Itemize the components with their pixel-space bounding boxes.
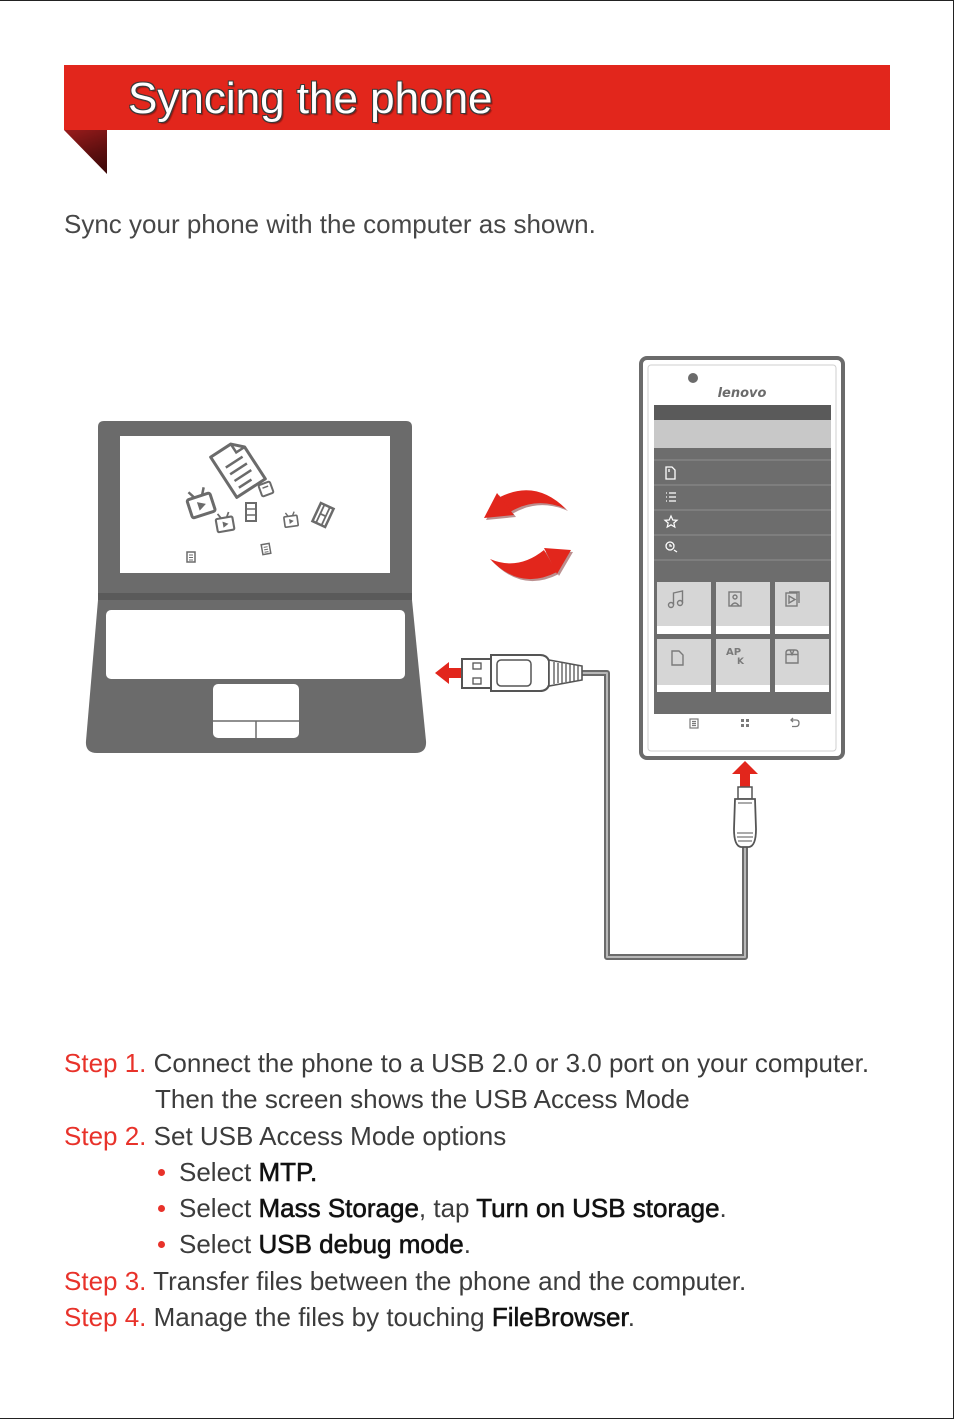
laptop-keyboard (106, 610, 405, 679)
step-1 (64, 1045, 869, 1081)
tile-image (716, 582, 770, 634)
front-camera (688, 373, 698, 383)
small-document-icon (187, 552, 195, 562)
tile-file (657, 639, 711, 692)
step-label: Step 1. (64, 1048, 147, 1078)
film-icon (246, 503, 256, 521)
bullet-item (64, 1190, 869, 1226)
action-turn-on-usb-storage: Turn on USB storage (476, 1193, 720, 1224)
phone-brand-logo: lenovo (717, 386, 767, 401)
step-label: Step 4. (64, 1302, 147, 1333)
step-text: Transfer files between the phone and the computer. (153, 1265, 747, 1296)
bullet-text: Select (179, 1156, 259, 1187)
laptop-illustration (86, 421, 426, 753)
sync-illustration (0, 341, 954, 981)
small-document-icon (261, 543, 271, 554)
phone-illustration (641, 358, 843, 758)
steps-list (64, 1045, 869, 1335)
header-band (654, 420, 831, 448)
app-name-filebrowser: FileBrowser (491, 1302, 628, 1333)
step-3 (64, 1263, 869, 1299)
arrow-to-phone-icon (732, 761, 758, 787)
step-4 (64, 1299, 869, 1335)
bullet-dot (158, 1169, 165, 1176)
step-1-continuation: Then the screen shows the USB Access Mode (155, 1084, 690, 1115)
step-text: Connect the phone to a USB 2.0 or 3.0 port on your computer. (153, 1048, 870, 1078)
laptop-touchpad (213, 684, 299, 738)
bullet-item (64, 1226, 869, 1262)
bullet-text: Select (179, 1229, 259, 1260)
bullet-suffix: . (463, 1229, 471, 1260)
step-2 (64, 1118, 869, 1154)
bullet-dot (158, 1241, 165, 1248)
option-usb-debug-mode: USB debug mode (258, 1229, 464, 1260)
tile-music (657, 582, 711, 634)
notebook-icon (258, 481, 273, 496)
laptop-hinge (98, 593, 412, 600)
svg-text:AP: AP (726, 647, 742, 658)
step-text: Manage the files by touching (153, 1302, 492, 1333)
step-suffix: . (627, 1302, 635, 1333)
svg-text:K: K (737, 657, 744, 667)
arrow-to-computer-icon (435, 662, 462, 684)
bullet-suffix: . (719, 1193, 727, 1224)
tile-apk (716, 639, 770, 692)
step-text: Set USB Access Mode options (153, 1120, 507, 1151)
phone-screen (654, 405, 831, 714)
bullet-dot (158, 1205, 165, 1212)
page-title: Syncing the phone (128, 74, 493, 123)
usb-a-connector (462, 655, 582, 691)
step-label: Step 3. (64, 1265, 147, 1296)
micro-usb-connector (734, 787, 756, 847)
option-mass-storage: Mass Storage (258, 1193, 419, 1224)
banner-fold-corner (64, 130, 107, 174)
option-mtp: MTP (258, 1156, 311, 1187)
title-banner (64, 65, 890, 130)
bullet-item (64, 1154, 869, 1190)
bullet-text: , tap (418, 1193, 477, 1224)
tile-package (775, 639, 829, 692)
arrow-left-icon (484, 490, 566, 518)
bullet-text: Select (179, 1193, 259, 1224)
step-label: Step 2. (64, 1120, 147, 1151)
status-bar (654, 405, 831, 420)
tile-video (775, 582, 829, 634)
sync-arrows-icon (484, 490, 573, 581)
intro-text: Sync your phone with the computer as shown. (64, 209, 596, 239)
bullet-suffix: . (310, 1156, 318, 1187)
